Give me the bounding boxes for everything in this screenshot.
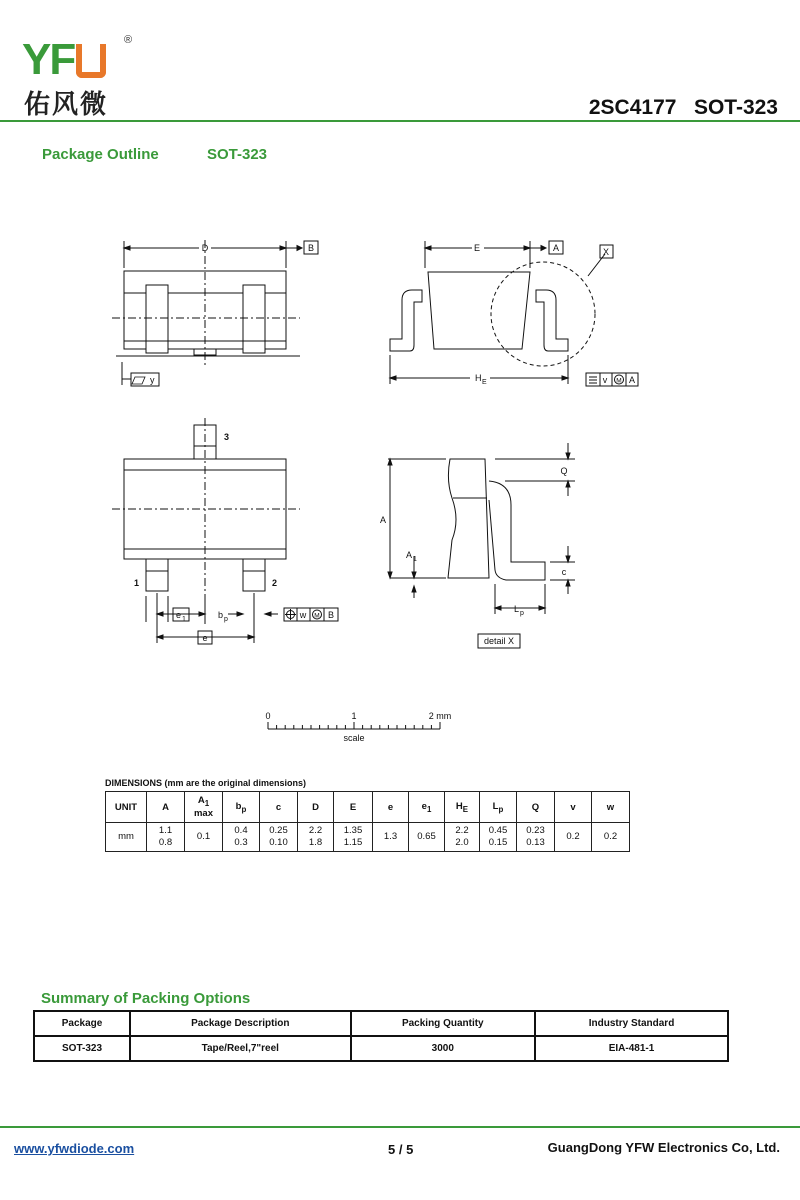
cell-d: 2.2 1.8	[298, 823, 334, 852]
registered-mark: ®	[124, 34, 133, 46]
label-c: c	[561, 567, 567, 577]
label-he-sub: E	[482, 379, 487, 386]
label-a1-sub: 1	[413, 556, 417, 563]
col-d: D	[298, 792, 334, 823]
side-view	[390, 241, 638, 386]
col-c: c	[260, 792, 298, 823]
website-link[interactable]: www.yfwdiode.com	[14, 1141, 135, 1156]
detail-x-label: detail X	[483, 636, 515, 646]
page-title: 2SC4177 SOT-323	[588, 96, 778, 119]
label-b-datum: B	[307, 243, 315, 253]
table-row	[34, 1036, 728, 1061]
label-a-height: A	[379, 515, 386, 525]
cell-e1: 0.65	[409, 823, 445, 852]
header-rule	[0, 120, 800, 122]
footer-rule	[0, 1126, 800, 1128]
packing-options-heading: Summary of Packing Options	[41, 990, 251, 1007]
cell-industry-standard: EIA-481-1	[535, 1036, 728, 1061]
cell-lp: 0.45 0.15	[480, 823, 517, 852]
scale-two: 2 mm	[428, 711, 452, 721]
cell-q: 0.23 0.13	[517, 823, 555, 852]
scale-label: scale	[343, 733, 365, 743]
label-a1: A	[406, 550, 413, 560]
page-number: 5 / 5	[388, 1142, 414, 1157]
label-lp: L	[514, 604, 520, 614]
label-e-pitch: e	[202, 633, 208, 643]
col-e: E	[334, 792, 373, 823]
label-y: y	[150, 375, 155, 385]
col-v: v	[555, 792, 592, 823]
cell-a: 1.1 0.8	[147, 823, 185, 852]
col-q: Q	[517, 792, 555, 823]
label-q: Q	[560, 466, 568, 476]
dimensions-table	[105, 791, 630, 852]
label-v: v	[602, 375, 608, 385]
cell-he: 2.2 2.0	[445, 823, 480, 852]
label-he: H	[475, 373, 482, 383]
label-bp-sub: p	[224, 616, 228, 623]
col-industry-standard: Industry Standard	[535, 1011, 728, 1036]
col-e-pitch: e	[373, 792, 409, 823]
packing-options-table	[33, 1010, 729, 1062]
label-a-ref: A	[628, 375, 636, 385]
cell-e: 1.35 1.15	[334, 823, 373, 852]
cell-bp: 0.4 0.3	[223, 823, 260, 852]
label-m-circle-2: M	[314, 612, 320, 620]
label-w: w	[299, 610, 307, 620]
cell-w: 0.2	[592, 823, 630, 852]
detail-x-view	[388, 443, 575, 648]
dimensions-caption: DIMENSIONS (mm are the original dimensions)	[105, 778, 307, 788]
cell-package: SOT-323	[34, 1036, 130, 1061]
logo-chinese-name: 佑风微	[24, 89, 109, 119]
label-x-detail: X	[602, 247, 610, 257]
scale-bar	[268, 722, 440, 729]
col-w: w	[592, 792, 630, 823]
package-outline-name: SOT-323	[207, 146, 268, 163]
package-outline-drawing	[0, 225, 800, 755]
company-name: GuangDong YFW Electronics Co, Ltd.	[547, 1140, 780, 1155]
cell-packing-quantity: 3000	[351, 1036, 536, 1061]
cell-c: 0.25 0.10	[260, 823, 298, 852]
scale-one: 1	[351, 711, 357, 721]
col-unit: UNIT	[106, 792, 147, 823]
cell-package-description: Tape/Reel,7"reel	[130, 1036, 350, 1061]
label-b-ref: B	[327, 610, 335, 620]
cell-e-pitch: 1.3	[373, 823, 409, 852]
col-packing-quantity: Packing Quantity	[351, 1011, 536, 1036]
label-e-width: E	[473, 243, 481, 253]
label-a-datum: A	[552, 243, 560, 253]
cell-unit: mm	[106, 823, 147, 852]
table-header-row	[106, 792, 630, 823]
package-outline-heading: Package Outline	[42, 146, 159, 163]
label-lp-sub: p	[520, 610, 524, 617]
label-e1: e	[176, 610, 182, 620]
top-view	[112, 240, 318, 386]
cell-v: 0.2	[555, 823, 592, 852]
col-e1: $e_1$	[409, 792, 445, 823]
cell-a1: 0.1	[185, 823, 223, 852]
col-package: Package	[34, 1011, 130, 1036]
label-bp: b	[218, 610, 224, 620]
col-bp: $b_p$	[223, 792, 260, 823]
col-he: $H_E$	[445, 792, 480, 823]
scale-zero: 0	[265, 711, 271, 721]
pin-3-label: 3	[224, 432, 230, 442]
col-package-description: Package Description	[130, 1011, 350, 1036]
col-a: A	[147, 792, 185, 823]
table-row	[106, 823, 630, 852]
label-m-circle: M	[616, 377, 622, 385]
label-e1-sub: 1	[182, 616, 186, 623]
label-d: D	[201, 243, 209, 253]
col-lp: $L_p$	[480, 792, 517, 823]
table-header-row	[34, 1011, 728, 1036]
col-a1: $A_1$ max	[185, 792, 223, 823]
pin-2-label: 2	[272, 578, 278, 588]
logo-w-mark	[76, 44, 106, 78]
pin-1-label: 1	[134, 578, 140, 588]
company-logo: YF	[22, 38, 106, 82]
